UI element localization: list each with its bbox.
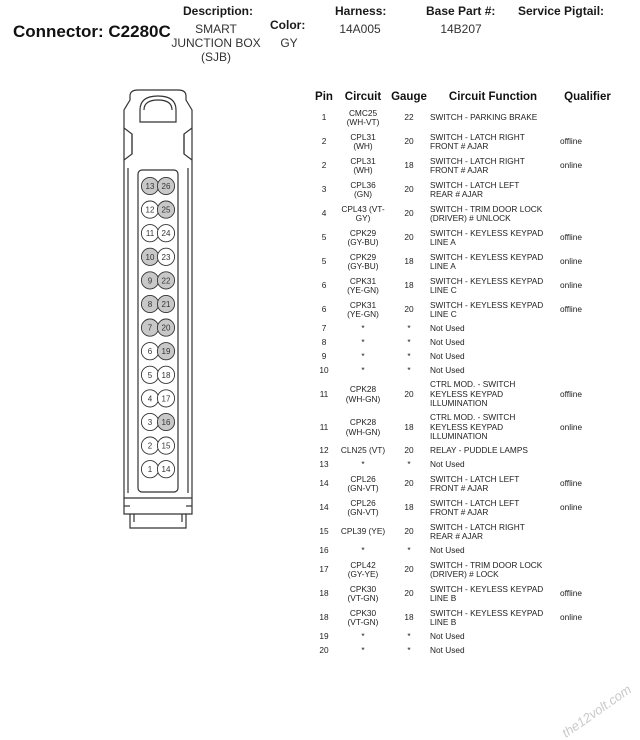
circuit-line: (GN-VT) bbox=[347, 483, 379, 493]
connector-pin-number: 23 bbox=[161, 252, 171, 262]
circuit-cell bbox=[336, 606, 390, 630]
pin-cell: 7 bbox=[321, 323, 327, 334]
circuit-function-cell bbox=[428, 520, 558, 544]
gauge-cell: 20 bbox=[404, 588, 414, 599]
pin-cell: 19 bbox=[319, 631, 329, 642]
function-line: LINE B bbox=[430, 617, 457, 627]
base-part-label: Base Part #: bbox=[426, 4, 496, 18]
function-line: (DRIVER) # UNLOCK bbox=[430, 213, 511, 223]
function-line: KEYLESS KEYPAD bbox=[430, 421, 504, 432]
function-line: REAR # AJAR bbox=[430, 531, 484, 541]
function-line: Not Used bbox=[430, 351, 465, 362]
circuit-line: * bbox=[361, 645, 365, 656]
function-line: SWITCH - LATCH RIGHT bbox=[430, 131, 525, 142]
qualifier-cell bbox=[558, 202, 617, 226]
circuit-function-cell bbox=[428, 558, 558, 582]
circuit-line: (WH) bbox=[353, 141, 373, 151]
color-label: Color: bbox=[270, 18, 306, 32]
qualifier-cell bbox=[558, 444, 617, 458]
qualifier-cell: online bbox=[560, 256, 583, 267]
function-line: FRONT # AJAR bbox=[430, 141, 489, 151]
connector-pin-number: 7 bbox=[147, 323, 153, 333]
circuit-cell bbox=[336, 178, 390, 202]
qualifier-cell bbox=[558, 544, 617, 558]
circuit-cell bbox=[336, 130, 390, 154]
circuit-line: (GN) bbox=[354, 189, 372, 199]
circuit-function-cell bbox=[428, 226, 558, 250]
circuit-line: CPK31 bbox=[349, 299, 377, 310]
table-row bbox=[312, 520, 617, 544]
pin-cell: 18 bbox=[319, 612, 329, 623]
table-row bbox=[312, 558, 617, 582]
connector-pin-number: 22 bbox=[161, 276, 171, 286]
gauge-cell: 20 bbox=[404, 445, 414, 456]
circuit-line: CPK28 bbox=[349, 417, 377, 428]
base-part-value: 14B207 bbox=[440, 22, 482, 36]
function-line: SWITCH - LATCH RIGHT bbox=[430, 155, 525, 166]
circuit-line: CPL26 bbox=[350, 473, 376, 484]
circuit-cell bbox=[336, 444, 390, 458]
circuit-line: (WH-VT) bbox=[346, 117, 380, 127]
pin-cell: 6 bbox=[321, 280, 327, 291]
pin-cell: 2 bbox=[321, 160, 327, 171]
function-line: Not Used bbox=[430, 631, 465, 642]
connector-title: Connector: C2280C bbox=[13, 22, 171, 41]
table-row bbox=[312, 364, 617, 378]
circuit-cell bbox=[336, 274, 390, 298]
circuit-function-cell bbox=[428, 644, 558, 658]
header-circuit-function: Circuit Function bbox=[448, 91, 538, 103]
description-line: JUNCTION BOX bbox=[171, 36, 261, 50]
header-qualifier: Qualifier bbox=[564, 91, 611, 103]
table-row bbox=[312, 630, 617, 644]
connector-pin-number: 25 bbox=[161, 205, 171, 215]
table-header-row bbox=[312, 88, 617, 106]
table-row bbox=[312, 322, 617, 336]
description-value bbox=[168, 22, 264, 64]
pin-cell: 13 bbox=[319, 459, 329, 470]
qualifier-cell: online bbox=[560, 612, 583, 623]
watermark: the12volt.com bbox=[559, 681, 634, 740]
connector-pin-number: 11 bbox=[145, 229, 155, 239]
circuit-line: * bbox=[361, 323, 365, 334]
circuit-cell bbox=[336, 154, 390, 178]
circuit-line: CPL43 (VT- bbox=[341, 203, 385, 214]
function-line: KEYLESS KEYPAD bbox=[430, 388, 504, 399]
pin-cell: 16 bbox=[319, 545, 329, 556]
function-line: SWITCH - TRIM DOOR LOCK bbox=[430, 559, 543, 570]
function-line: SWITCH - LATCH LEFT bbox=[430, 179, 520, 190]
gauge-cell: 20 bbox=[404, 564, 414, 575]
function-line: CTRL MOD. - SWITCH bbox=[430, 379, 516, 390]
table-row bbox=[312, 226, 617, 250]
qualifier-cell bbox=[558, 458, 617, 472]
pin-cell: 1 bbox=[321, 112, 327, 123]
gauge-cell: 20 bbox=[404, 526, 414, 537]
connector-pin-number: 15 bbox=[161, 441, 171, 451]
circuit-line: CPL39 (YE) bbox=[340, 526, 386, 537]
header-pin: Pin bbox=[315, 91, 333, 103]
circuit-cell bbox=[336, 202, 390, 226]
circuit-line: (YE-GN) bbox=[347, 285, 379, 295]
pin-cell: 10 bbox=[319, 365, 329, 376]
function-line: Not Used bbox=[430, 545, 465, 556]
circuit-line: CMC25 bbox=[348, 107, 378, 118]
color-value: GY bbox=[280, 36, 298, 50]
qualifier-cell bbox=[558, 350, 617, 364]
circuit-cell bbox=[336, 250, 390, 274]
function-line: Not Used bbox=[430, 323, 465, 334]
function-line: Not Used bbox=[430, 645, 465, 656]
circuit-cell bbox=[336, 544, 390, 558]
circuit-cell bbox=[336, 411, 390, 444]
circuit-line: * bbox=[361, 351, 365, 362]
circuit-line: (WH) bbox=[353, 165, 373, 175]
connector-pin-number: 12 bbox=[145, 205, 155, 215]
circuit-function-cell bbox=[428, 350, 558, 364]
pin-cell: 12 bbox=[319, 445, 329, 456]
function-line: LINE A bbox=[430, 237, 456, 247]
table-row bbox=[312, 106, 617, 130]
circuit-cell bbox=[336, 644, 390, 658]
gauge-cell: 22 bbox=[404, 112, 414, 123]
table-row bbox=[312, 458, 617, 472]
function-line: SWITCH - KEYLESS KEYPAD bbox=[430, 607, 544, 618]
circuit-function-cell bbox=[428, 274, 558, 298]
gauge-cell: * bbox=[407, 645, 411, 656]
description-line: SMART bbox=[195, 22, 237, 36]
circuit-function-cell bbox=[428, 411, 558, 444]
function-line: FRONT # AJAR bbox=[430, 507, 489, 517]
pin-cell: 18 bbox=[319, 588, 329, 599]
function-line: SWITCH - LATCH LEFT bbox=[430, 497, 520, 508]
qualifier-cell bbox=[558, 558, 617, 582]
function-line: Not Used bbox=[430, 365, 465, 376]
function-line: SWITCH - KEYLESS KEYPAD bbox=[430, 583, 544, 594]
circuit-line: CPK31 bbox=[349, 275, 377, 286]
connector-pin-number: 17 bbox=[161, 394, 171, 404]
connector-pin-number: 18 bbox=[161, 370, 171, 380]
circuit-line: (GY-BU) bbox=[347, 261, 379, 271]
circuit-line: * bbox=[361, 545, 365, 556]
table-row bbox=[312, 298, 617, 322]
table-row bbox=[312, 472, 617, 496]
pin-table-body bbox=[312, 106, 617, 658]
pin-cell: 3 bbox=[321, 184, 327, 195]
qualifier-cell bbox=[558, 364, 617, 378]
circuit-line: CLN25 (VT) bbox=[340, 445, 386, 456]
gauge-cell: 20 bbox=[404, 478, 414, 489]
function-line: SWITCH - PARKING BRAKE bbox=[430, 112, 538, 123]
circuit-function-cell bbox=[428, 582, 558, 606]
circuit-line: CPL36 bbox=[350, 179, 376, 190]
header-gauge: Gauge bbox=[391, 91, 427, 103]
circuit-function-cell bbox=[428, 364, 558, 378]
gauge-cell: * bbox=[407, 323, 411, 334]
function-line: LINE C bbox=[430, 309, 457, 319]
circuit-cell bbox=[336, 582, 390, 606]
circuit-line: CPL31 bbox=[350, 131, 376, 142]
function-line: ILLUMINATION bbox=[430, 431, 488, 442]
circuit-line: (VT-GN) bbox=[347, 593, 379, 603]
connector-pin-number: 2 bbox=[147, 441, 153, 451]
circuit-function-cell bbox=[428, 250, 558, 274]
gauge-cell: 20 bbox=[404, 232, 414, 243]
service-pigtail-label: Service Pigtail: bbox=[518, 4, 605, 18]
circuit-cell bbox=[336, 558, 390, 582]
function-line: REAR # AJAR bbox=[430, 189, 484, 199]
table-row bbox=[312, 606, 617, 630]
qualifier-cell bbox=[558, 520, 617, 544]
circuit-line: CPL31 bbox=[350, 155, 376, 166]
circuit-line: CPK30 bbox=[349, 583, 377, 594]
connector-pin-number: 3 bbox=[147, 418, 153, 427]
function-line: Not Used bbox=[430, 459, 465, 470]
qualifier-cell bbox=[558, 630, 617, 644]
table-row bbox=[312, 130, 617, 154]
circuit-line: (GN-VT) bbox=[347, 507, 379, 517]
gauge-cell: 20 bbox=[404, 184, 414, 195]
circuit-line: CPK29 bbox=[349, 227, 377, 238]
pin-cell: 8 bbox=[321, 337, 327, 348]
gauge-cell: * bbox=[407, 351, 411, 362]
circuit-line: * bbox=[361, 631, 365, 642]
table-row bbox=[312, 202, 617, 226]
circuit-function-cell bbox=[428, 178, 558, 202]
circuit-line: (GY-BU) bbox=[347, 237, 379, 247]
qualifier-cell bbox=[558, 336, 617, 350]
circuit-function-cell bbox=[428, 444, 558, 458]
pin-cell: 5 bbox=[321, 232, 327, 243]
connector-pin-number: 9 bbox=[147, 276, 153, 286]
circuit-function-cell bbox=[428, 298, 558, 322]
qualifier-cell: offline bbox=[560, 478, 582, 489]
function-line: LINE C bbox=[430, 285, 457, 295]
function-line: SWITCH - LATCH RIGHT bbox=[430, 521, 525, 532]
circuit-function-cell bbox=[428, 202, 558, 226]
circuit-function-cell bbox=[428, 322, 558, 336]
circuit-cell bbox=[336, 322, 390, 336]
qualifier-cell: online bbox=[560, 502, 583, 513]
circuit-line: CPL26 bbox=[350, 497, 376, 508]
function-line: LINE B bbox=[430, 593, 457, 603]
qualifier-cell bbox=[558, 322, 617, 336]
function-line: SWITCH - KEYLESS KEYPAD bbox=[430, 227, 544, 238]
gauge-cell: 18 bbox=[404, 502, 414, 513]
connector-pin-number: 16 bbox=[161, 418, 171, 427]
function-line: CTRL MOD. - SWITCH bbox=[430, 412, 516, 423]
pin-cell: 6 bbox=[321, 304, 327, 315]
circuit-line: (WH-GN) bbox=[345, 426, 381, 437]
table-row bbox=[312, 350, 617, 364]
gauge-cell: 20 bbox=[404, 388, 414, 399]
circuit-function-cell bbox=[428, 606, 558, 630]
qualifier-cell bbox=[558, 178, 617, 202]
connector-pin-number: 8 bbox=[147, 300, 153, 309]
circuit-line: CPK30 bbox=[349, 607, 377, 618]
circuit-line: GY) bbox=[355, 213, 371, 223]
connector-diagram bbox=[110, 88, 206, 538]
table-row bbox=[312, 178, 617, 202]
connector-pin-number: 4 bbox=[147, 394, 153, 404]
harness-value: 14A005 bbox=[339, 22, 381, 36]
qualifier-cell bbox=[558, 106, 617, 130]
qualifier-cell: offline bbox=[560, 136, 582, 147]
table-row bbox=[312, 250, 617, 274]
gauge-cell: * bbox=[407, 545, 411, 556]
circuit-function-cell bbox=[428, 130, 558, 154]
pin-cell: 2 bbox=[321, 136, 327, 147]
function-line: SWITCH - KEYLESS KEYPAD bbox=[430, 251, 544, 262]
circuit-cell bbox=[336, 520, 390, 544]
function-line: FRONT # AJAR bbox=[430, 165, 489, 175]
connector-pin-number: 24 bbox=[161, 229, 171, 239]
table-row bbox=[312, 154, 617, 178]
qualifier-cell: online bbox=[560, 421, 583, 432]
circuit-cell bbox=[336, 336, 390, 350]
function-line: (DRIVER) # LOCK bbox=[430, 569, 499, 579]
circuit-line: CPL42 bbox=[350, 559, 376, 570]
circuit-cell bbox=[336, 226, 390, 250]
gauge-cell: 18 bbox=[404, 256, 414, 267]
circuit-line: (YE-GN) bbox=[347, 309, 379, 319]
circuit-function-cell bbox=[428, 630, 558, 644]
function-line: SWITCH - TRIM DOOR LOCK bbox=[430, 203, 543, 214]
circuit-function-cell bbox=[428, 472, 558, 496]
header-circuit: Circuit bbox=[344, 91, 382, 103]
circuit-cell bbox=[336, 496, 390, 520]
harness-label: Harness: bbox=[335, 4, 387, 18]
gauge-cell: 18 bbox=[404, 280, 414, 291]
connector-pin-group bbox=[141, 177, 174, 477]
circuit-cell bbox=[336, 378, 390, 411]
circuit-function-cell bbox=[428, 458, 558, 472]
circuit-cell bbox=[336, 350, 390, 364]
function-line: SWITCH - LATCH LEFT bbox=[430, 473, 520, 484]
circuit-cell bbox=[336, 298, 390, 322]
pin-cell: 14 bbox=[319, 478, 329, 489]
gauge-cell: * bbox=[407, 337, 411, 348]
gauge-cell: * bbox=[407, 459, 411, 470]
circuit-function-cell bbox=[428, 378, 558, 411]
table-row bbox=[312, 444, 617, 458]
connector-pin-number: 6 bbox=[147, 347, 153, 357]
connector-body bbox=[124, 90, 192, 528]
function-line: Not Used bbox=[430, 337, 465, 348]
circuit-function-cell bbox=[428, 496, 558, 520]
qualifier-cell: offline bbox=[560, 388, 582, 399]
table-row bbox=[312, 274, 617, 298]
connector-pin-number: 26 bbox=[161, 182, 171, 191]
pin-cell: 9 bbox=[321, 351, 327, 362]
circuit-line: * bbox=[361, 365, 365, 376]
connector-pin-number: 1 bbox=[147, 465, 153, 475]
table-row bbox=[312, 411, 617, 444]
gauge-cell: 20 bbox=[404, 208, 414, 219]
pin-cell: 14 bbox=[319, 502, 329, 513]
qualifier-cell: online bbox=[560, 160, 583, 171]
function-line: SWITCH - KEYLESS KEYPAD bbox=[430, 275, 544, 286]
connector-pin-number: 14 bbox=[161, 465, 171, 475]
circuit-line: CPK29 bbox=[349, 251, 377, 262]
function-line: FRONT # AJAR bbox=[430, 483, 489, 493]
circuit-function-cell bbox=[428, 544, 558, 558]
circuit-function-cell bbox=[428, 336, 558, 350]
gauge-cell: * bbox=[407, 365, 411, 376]
table-row bbox=[312, 582, 617, 606]
connector-pin-number: 10 bbox=[145, 252, 155, 262]
function-line: LINE A bbox=[430, 261, 456, 271]
circuit-line: (VT-GN) bbox=[347, 617, 379, 627]
circuit-line: * bbox=[361, 459, 365, 470]
table-row bbox=[312, 336, 617, 350]
qualifier-cell: offline bbox=[560, 304, 582, 315]
connector-pin-number: 5 bbox=[147, 370, 153, 380]
circuit-line: (WH-GN) bbox=[345, 393, 381, 404]
connector-pin-number: 19 bbox=[161, 347, 171, 357]
circuit-line: * bbox=[361, 337, 365, 348]
pin-cell: 11 bbox=[319, 388, 329, 399]
table-row bbox=[312, 496, 617, 520]
circuit-cell bbox=[336, 472, 390, 496]
circuit-cell bbox=[336, 458, 390, 472]
pin-cell: 20 bbox=[319, 645, 329, 656]
qualifier-cell bbox=[558, 644, 617, 658]
table-row bbox=[312, 378, 617, 411]
description-line: (SJB) bbox=[201, 50, 231, 64]
pin-cell: 17 bbox=[319, 564, 329, 575]
gauge-cell: 18 bbox=[404, 421, 414, 432]
connector-pin-number: 13 bbox=[145, 182, 155, 191]
qualifier-cell: offline bbox=[560, 588, 582, 599]
pin-table bbox=[312, 88, 617, 658]
circuit-cell bbox=[336, 364, 390, 378]
circuit-cell bbox=[336, 106, 390, 130]
pin-cell: 5 bbox=[321, 256, 327, 267]
description-label: Description: bbox=[183, 4, 254, 18]
function-line: SWITCH - KEYLESS KEYPAD bbox=[430, 299, 544, 310]
circuit-line: (GY-YE) bbox=[347, 569, 379, 579]
gauge-cell: 20 bbox=[404, 136, 414, 147]
table-row bbox=[312, 544, 617, 558]
function-line: RELAY - PUDDLE LAMPS bbox=[430, 445, 528, 456]
connector-pin-number: 20 bbox=[161, 323, 171, 333]
qualifier-cell: online bbox=[560, 280, 583, 291]
function-line: ILLUMINATION bbox=[430, 398, 488, 409]
circuit-function-cell bbox=[428, 154, 558, 178]
circuit-function-cell bbox=[428, 106, 558, 130]
pin-cell: 15 bbox=[319, 526, 329, 537]
gauge-cell: 18 bbox=[404, 160, 414, 171]
circuit-cell bbox=[336, 630, 390, 644]
connector-pin-number: 21 bbox=[161, 300, 171, 309]
pin-cell: 11 bbox=[319, 421, 329, 432]
gauge-cell: 20 bbox=[404, 304, 414, 315]
table-row bbox=[312, 644, 617, 658]
circuit-line: CPK28 bbox=[349, 384, 377, 395]
gauge-cell: * bbox=[407, 631, 411, 642]
gauge-cell: 18 bbox=[404, 612, 414, 623]
pin-cell: 4 bbox=[321, 208, 327, 219]
qualifier-cell: offline bbox=[560, 232, 582, 243]
